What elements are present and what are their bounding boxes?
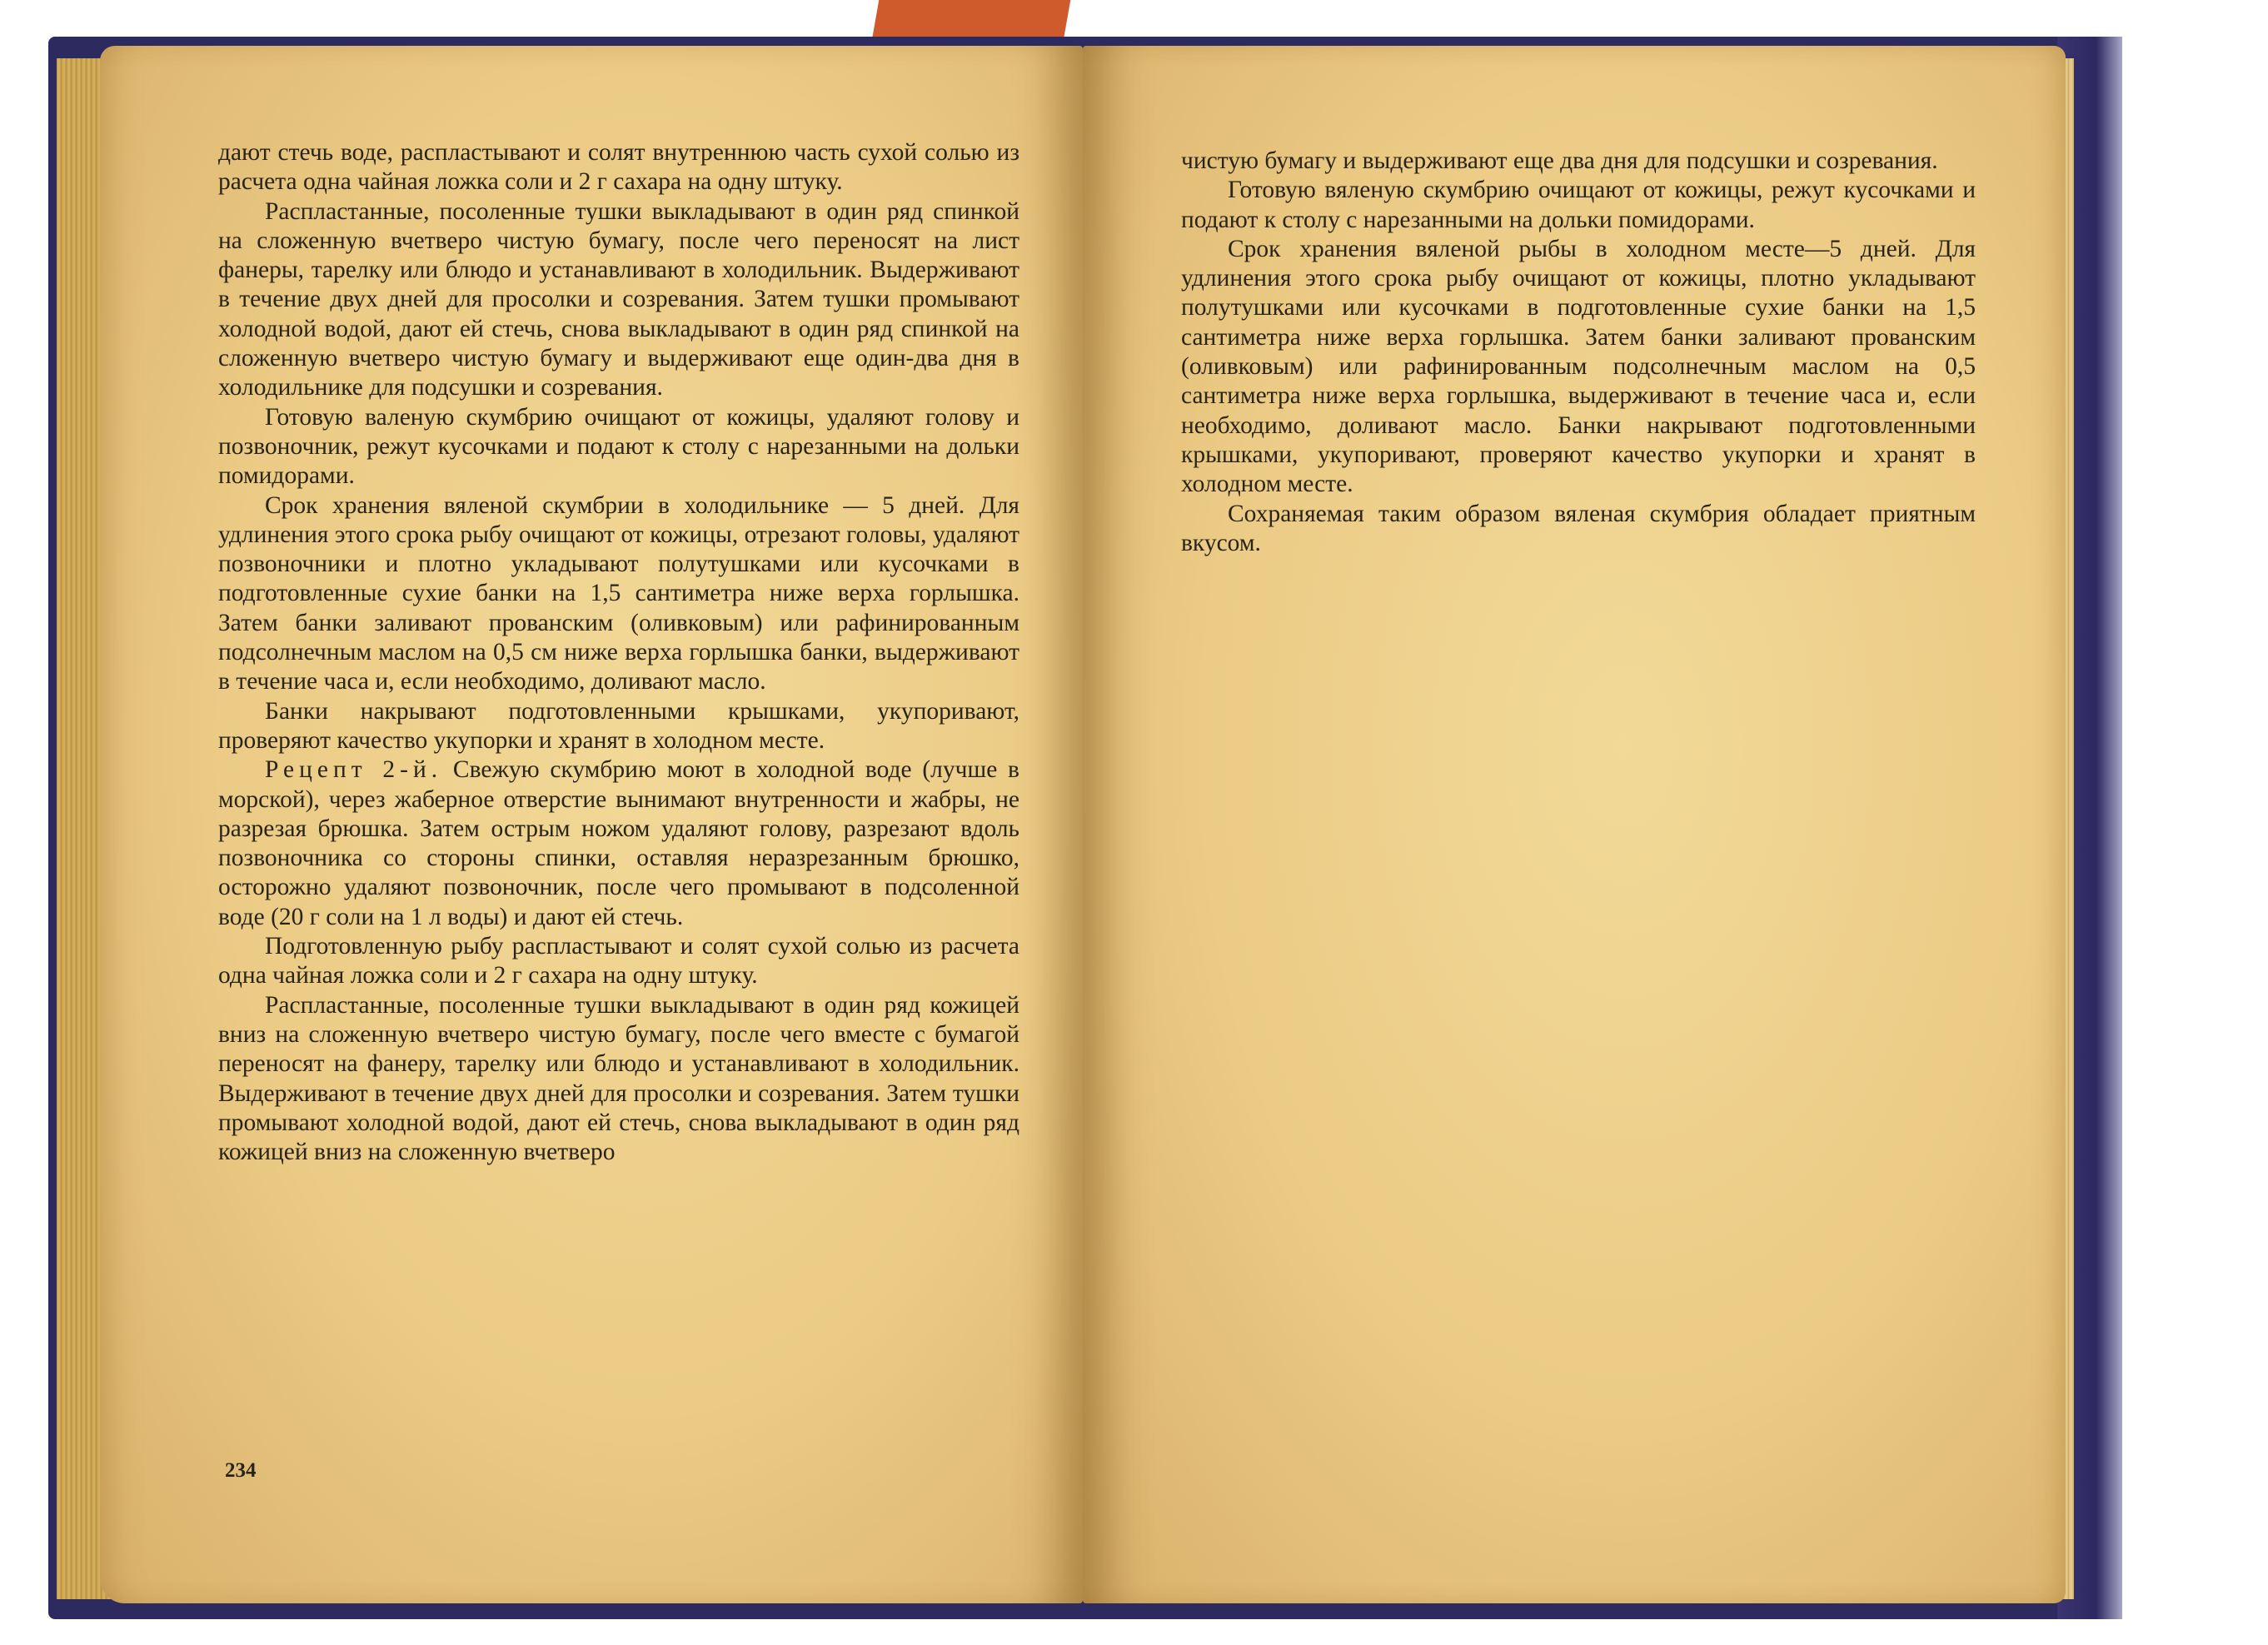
- recipe-text: Свежую скумбрию моют в холодной воде (лучше в морской), через жаберное отверстие вынимают внутренности и жабры, не разрезая брюшка. Затем острым ножом удаляют голову, разрезают вдоль позвоночника со стороны спинки, оставляя неразрезанным брюшко, осторожно удаляют позвоночник, после чего промывают в подсоленной воде (20 г соли на 1 л воды) и дают ей стечь.: [218, 756, 1019, 930]
- paragraph: Распластанные, посоленные тушки выкладывают в один ряд спинкой на сложенную вчетверо чистую бумагу, после чего переносят на лист фанеры, тарелку или блюдо и устанавливают в холодильник. Выдерживают в течение двух дней для просолки и созревания. Затем тушки промывают холодной водой, дают ей стечь, снова выкладывают в один ряд спинкой на сложенную вчетверо чистую бумагу и выдерживают еще один-два дня в холодильнике для подсушки и созревания.: [218, 197, 1019, 401]
- paragraph: Готовую вяленую скумбрию очищают от кожицы, режут кусочками и подают к столу с нарезанными на дольки помидорами.: [1181, 177, 1976, 233]
- recipe-label: Рецепт 2-й.: [265, 756, 443, 784]
- recipe-paragraph: [218, 755, 1019, 932]
- left-page-text: [218, 138, 1019, 1167]
- paragraph: чистую бумагу и выдерживают еще два дня для подсушки и созревания.: [1181, 147, 1938, 174]
- paragraph: Готовую валеную скумбрию очищают от кожицы, удаляют голову и позвоночник, режут кусочками и подают к столу с нарезанными на дольки помидорами.: [218, 403, 1019, 490]
- paragraph: Срок хранения вяленой рыбы в холодном месте—5 дней. Для удлинения этого срока рыбу очищают от кожицы, плотно укладывают полутушками или кусочками в подготовленные сухие банки на 1,5 сантиметра ниже верха горлышка. Затем банки заливают прованским (оливковым) или рафинированным подсолнечным маслом на 0,5 сантиметра ниже верха горлышка, выдерживают в течение часа и, если необходимо, доливают масло. Банки накрывают подготовленными крышками, укупоривают, проверяют качество укупорки и хранят в холодном месте.: [1181, 235, 1976, 498]
- paragraph: Сохраняемая таким образом вяленая скумбрия обладает приятным вкусом.: [1181, 500, 1976, 556]
- paragraph: Распластанные, посоленные тушки выкладывают в один ряд кожицей вниз на сложенную вчетверо чистую бумагу, после чего вместе с бумагой переносят на фанеру, тарелку или блюдо и устанавливают в холодильник. Выдерживают в течение двух дней для просолки и созревания. Затем тушки промывают холодной водой, дают ей стечь, снова выкладывают в один ряд кожицей вниз на сложенную вчетверо: [218, 991, 1019, 1166]
- page-number: 234: [225, 1459, 257, 1482]
- paragraph: Банки накрывают подготовленными крышками, укупоривают, проверяют качество укупорки и хранят в холодном месте.: [218, 697, 1019, 754]
- paragraph: дают стечь воде, распластывают и солят внутреннюю часть сухой солью из расчета одна чайная ложка соли и 2 г сахара на одну штуку.: [218, 139, 1019, 196]
- paragraph: Подготовленную рыбу распластывают и солят сухой солью из расчета одна чайная ложка соли и 2 г сахара на одну штуку.: [218, 933, 1019, 989]
- paragraph: Срок хранения вяленой скумбрии в холодильнике — 5 дней. Для удлинения этого срока рыбу очищают от кожицы, отрезают головы, удаляют позвоночники и плотно укладывают полутушками или кусочками в подготовленные сухие банки на 1,5 сантиметра ниже верха горлышка. Затем банки заливают прованским (оливковым) или рафинированным подсолнечным маслом на 0,5 см ниже верха горлышка банки, выдерживают в течение часа и, если необходимо, доливают масло.: [218, 491, 1019, 695]
- right-page-text: [1181, 147, 1976, 558]
